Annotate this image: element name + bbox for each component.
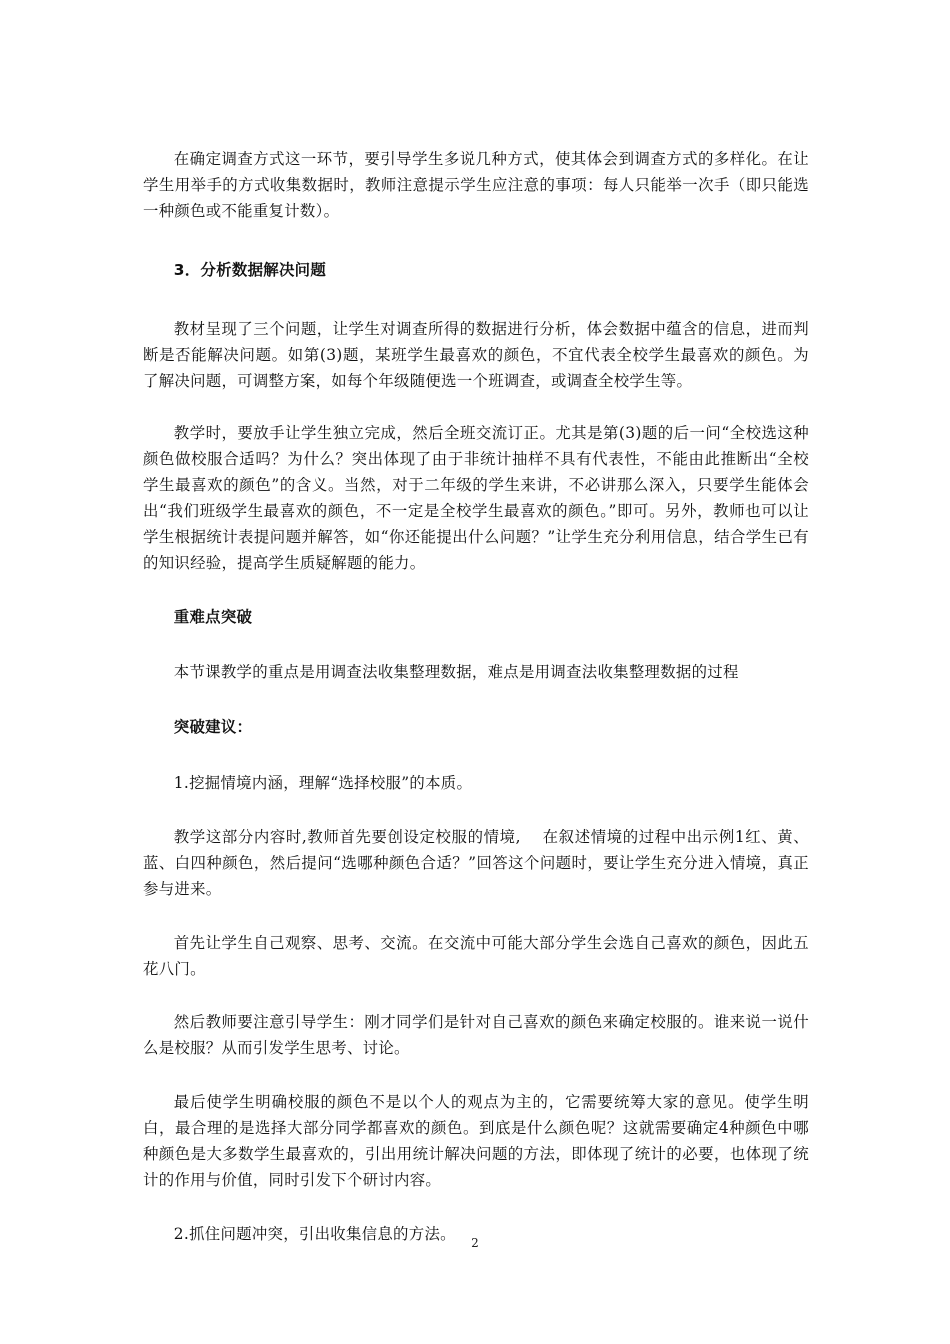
list-item-1-context: 1.挖掘情境内涵，理解“选择校服”的本质。 [173, 774, 473, 792]
list-item-2-conflict: 2.抓住问题冲突，引出收集信息的方法。 [173, 1225, 456, 1243]
heading-suggestions: 突破建议： [173, 718, 253, 736]
paragraph-focus-and-difficulty: 本节课教学的重点是用调查法收集整理数据，难点是用调查法收集整理数据的过程 [173, 663, 739, 681]
paragraph-conclusion: 最后使学生明确校服的颜色不是以个人的观点为主的，它需要统筹大家的意见。使学生明白，最合理的是选择大部分同学都喜欢的颜色。到底是什么颜色呢？这就需要确定4种颜色中哪种颜色是大多数学生最喜欢的，引出用统计解决问题的方法，即体现了统计的必要，也体现了统计的作用与价值，同时引发下个研讨内容。 [143, 1093, 809, 1189]
paragraph-textbook-questions: 教材呈现了三个问题，让学生对调查所得的数据进行分析，体会数据中蕴含的信息，进而判断是否能解决问题。如第(3)题，某班学生最喜欢的颜色，不宜代表全校学生最喜欢的颜色。为了解决问题，可调整方案，如每个年级随便选一个班调查，或调查全校学生等。 [143, 320, 809, 390]
heading-key-difficulties: 重难点突破 [173, 608, 253, 626]
paragraph-teaching-note: 教学时，要放手让学生独立完成，然后全班交流订正。尤其是第(3)题的后一问“全校选这种颜色做校服合适吗？为什么？突出体现了由于非统计抽样不具有代表性，不能由此推断出“全校学生最喜欢的颜色”的含义。当然，对于二年级的学生来讲，不必讲那么深入，只要学生能体会出“我们班级学生最喜欢的颜色，不一定是全校学生最喜欢的颜色。”即可。另外，教师也可以让学生根据统计表提问题并解答，如“你还能提出什么问题？”让学生充分利用信息，结合学生已有的知识经验，提高学生质疑解题的能力。 [143, 424, 809, 572]
paragraph-survey-method: 在确定调查方式这一环节，要引导学生多说几种方式，使其体会到调查方式的多样化。在让学生用举手的方式收集数据时，教师注意提示学生应注意的事项：每人只能举一次手（即只能选一种颜色或不能重复计数）。 [143, 150, 809, 220]
paragraph-observe-discuss: 首先让学生自己观察、思考、交流。在交流中可能大部分学生会选自己喜欢的颜色，因此五花八门。 [143, 934, 809, 978]
section-heading-analyze-data: 3．分析数据解决问题 [173, 261, 327, 279]
page-number: 2 [471, 1236, 479, 1250]
page-content [143, 146, 809, 1247]
paragraph-guide-students: 然后教师要注意引导学生：刚才同学们是针对自己喜欢的颜色来确定校服的。谁来说一说什么是校服？从而引发学生思考、讨论。 [143, 1013, 809, 1057]
paragraph-create-context: 教学这部分内容时,教师首先要创设定校服的情境, 在叙述情境的过程中出示例1红、黄、蓝、白四种颜色，然后提问“选哪种颜色合适？”回答这个问题时，要让学生充分进入情境，真正参与进来。 [143, 828, 809, 898]
